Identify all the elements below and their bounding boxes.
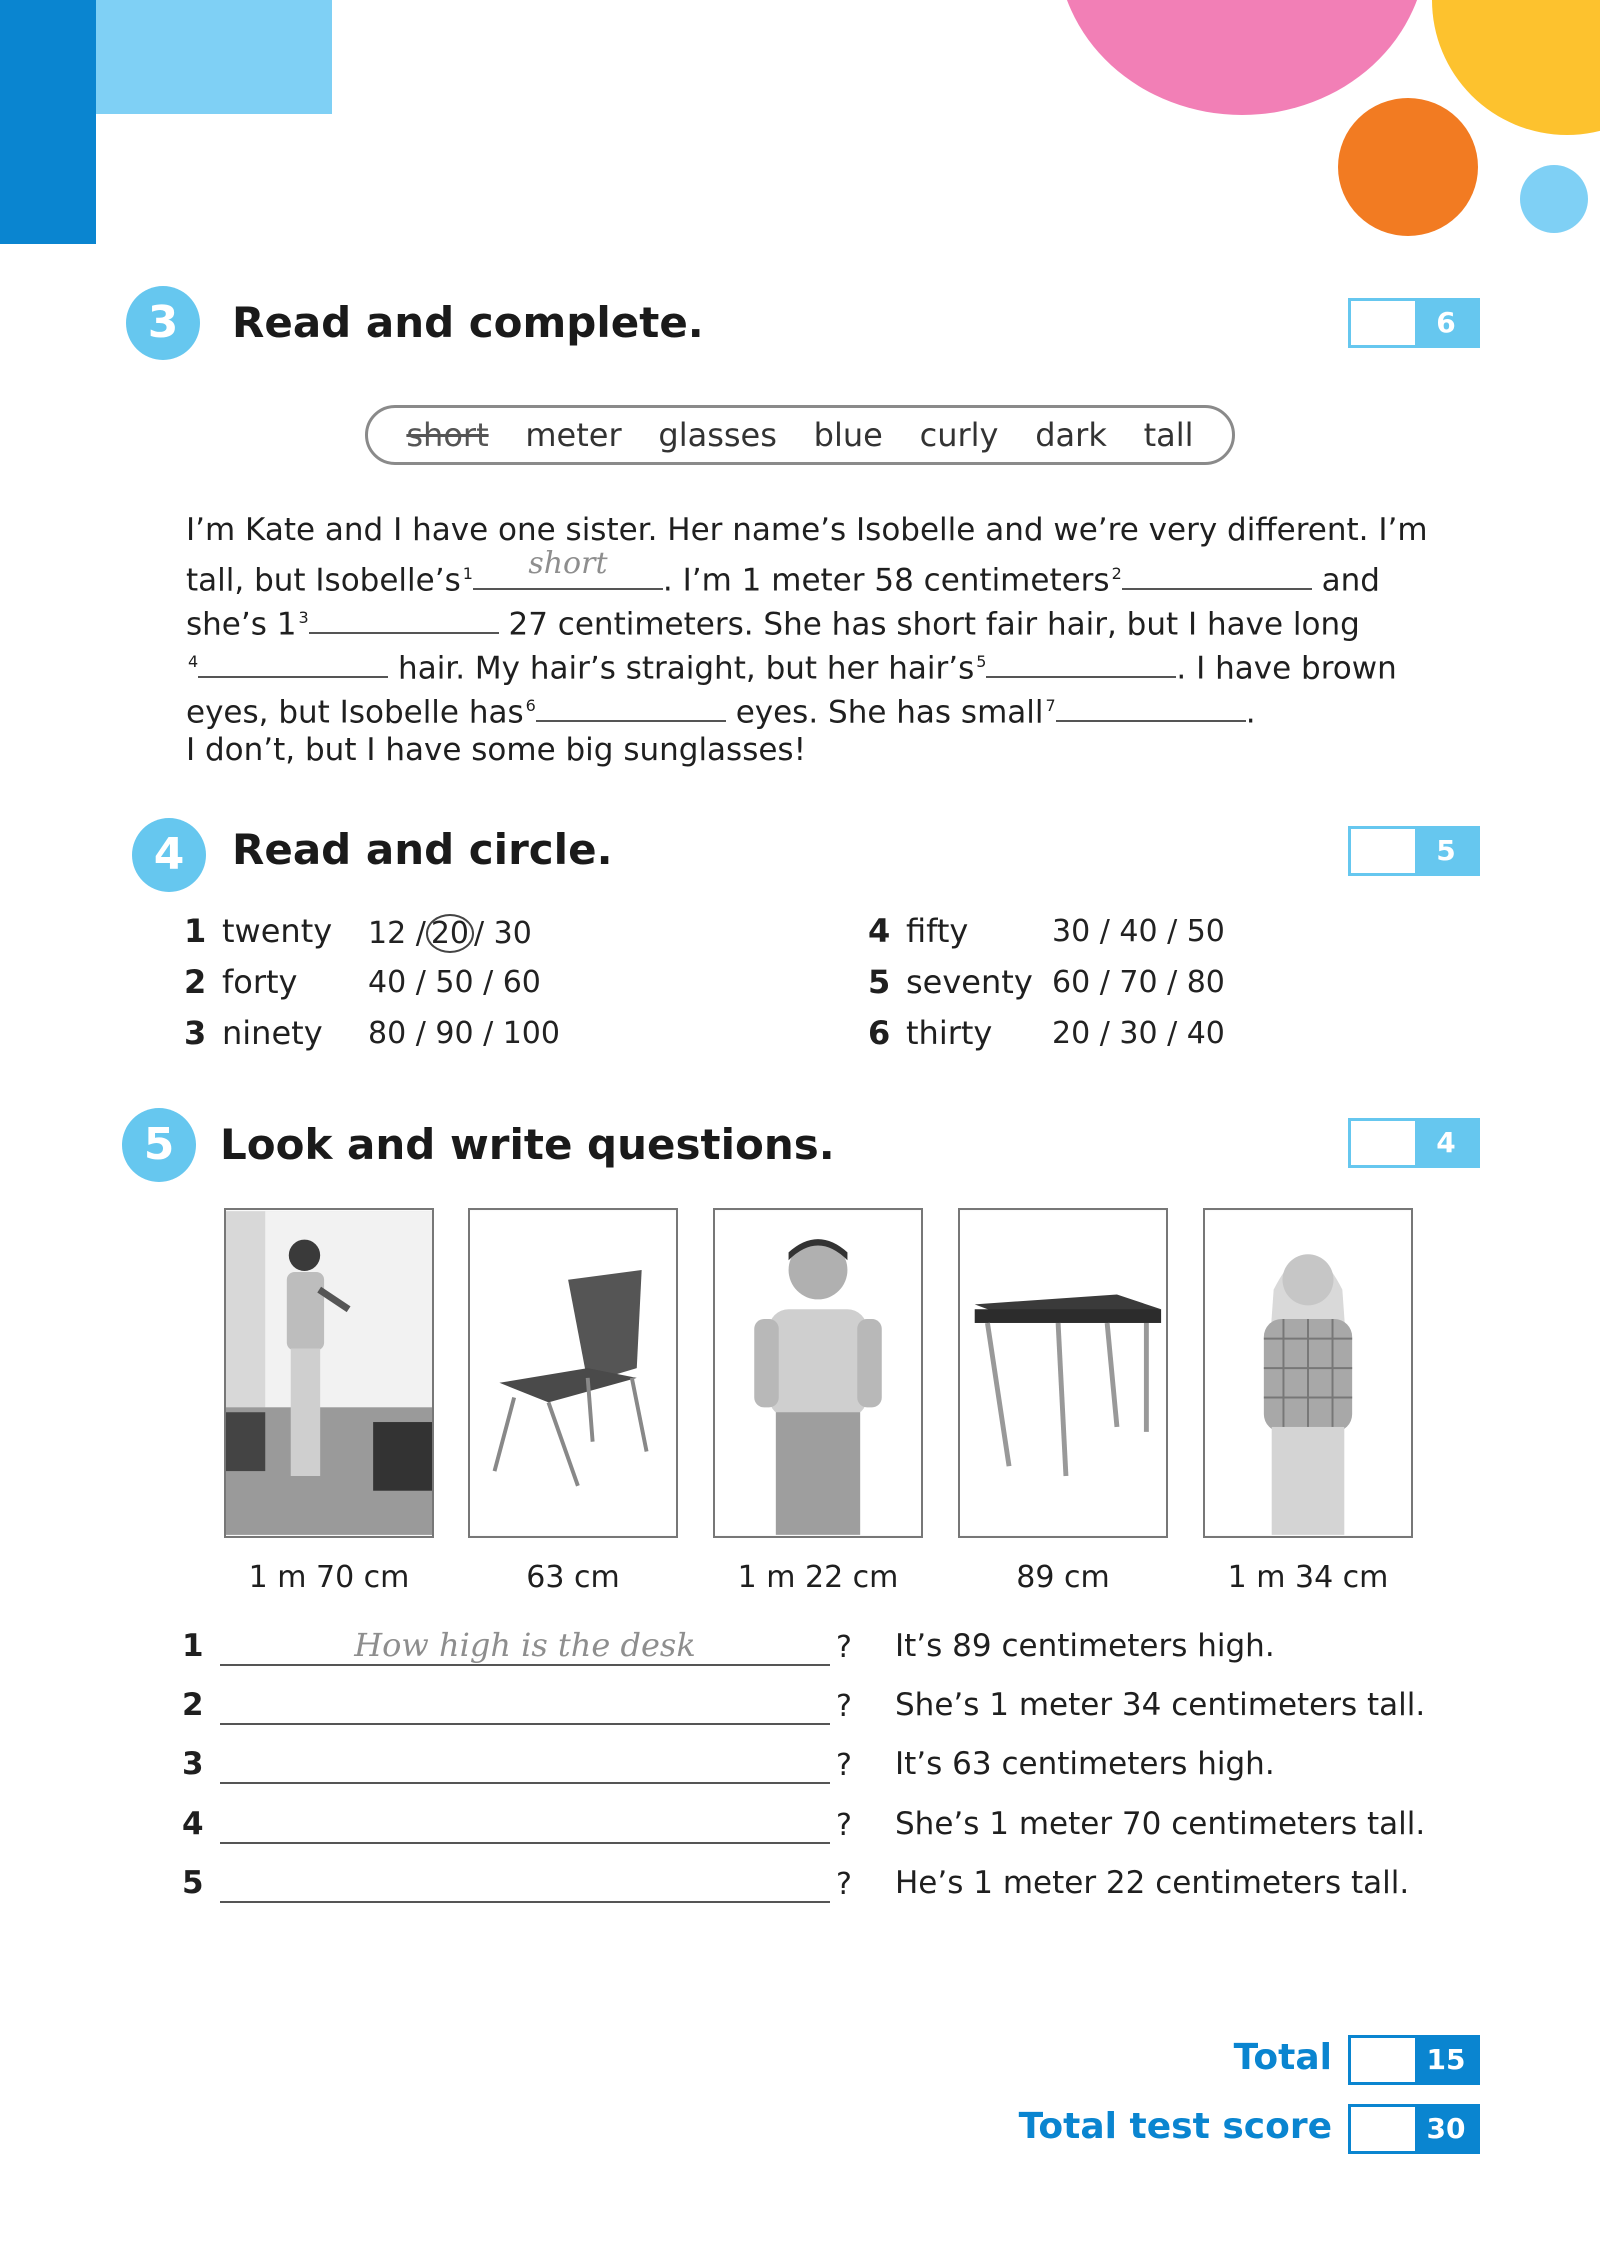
word-bank-item: curly bbox=[919, 416, 999, 454]
circle-item-number: 4 bbox=[868, 912, 891, 950]
section-3-title: Read and complete. bbox=[232, 298, 704, 347]
question-number: 3 bbox=[182, 1746, 204, 1782]
word-bank-item: meter bbox=[525, 416, 622, 454]
question-mark: ? bbox=[836, 1689, 852, 1724]
section-4-number: 4 bbox=[132, 818, 206, 892]
word-bank-item: tall bbox=[1143, 416, 1194, 454]
answer-blank-3[interactable] bbox=[309, 602, 499, 634]
circle-item-options[interactable]: 20 / 30 / 40 bbox=[1052, 1016, 1225, 1051]
section-3-number: 3 bbox=[126, 286, 200, 360]
circle-item-number: 6 bbox=[868, 1014, 891, 1052]
circle-item-options[interactable]: 40 / 50 / 60 bbox=[368, 965, 541, 1000]
circle-item-word: thirty bbox=[906, 1014, 993, 1052]
section-5-title: Look and write questions. bbox=[220, 1120, 835, 1169]
answer-blank-2[interactable] bbox=[1122, 558, 1312, 590]
answer-blank-1[interactable] bbox=[473, 546, 663, 590]
circle-item-options[interactable]: 30 / 40 / 50 bbox=[1052, 914, 1225, 949]
section-5-score-box bbox=[1348, 1118, 1480, 1168]
paragraph-line: eyes, but Isobelle has $^6$ eyes. She has small $^7$ . bbox=[186, 684, 1256, 734]
question-input-line[interactable] bbox=[220, 1624, 830, 1666]
word-bank-item: dark bbox=[1035, 416, 1107, 454]
photo-chair bbox=[468, 1208, 678, 1538]
handwritten-answer: short bbox=[528, 546, 608, 582]
total-test-score-label: Total test score bbox=[1018, 2106, 1332, 2147]
circle-item-word: ninety bbox=[222, 1014, 323, 1052]
word-bank-item: glasses bbox=[658, 416, 777, 454]
boy-illustration bbox=[715, 1210, 921, 1536]
question-number: 1 bbox=[182, 1628, 204, 1664]
answer-blank-5[interactable] bbox=[986, 646, 1176, 678]
section-3-score: 6 bbox=[1415, 301, 1477, 345]
answer-blank-6[interactable] bbox=[536, 690, 726, 722]
question-input-line[interactable] bbox=[220, 1742, 830, 1784]
photo-girl bbox=[1203, 1208, 1413, 1538]
answer-text: She’s 1 meter 34 centimeters tall. bbox=[895, 1687, 1426, 1723]
circle-item-number: 3 bbox=[184, 1014, 207, 1052]
decor-circle-orange bbox=[1338, 98, 1478, 236]
picture-caption: 89 cm bbox=[1016, 1560, 1110, 1595]
circle-item-options[interactable]: 80 / 90 / 100 bbox=[368, 1016, 560, 1051]
circle-item-word: seventy bbox=[906, 963, 1033, 1001]
circle-item-number: 2 bbox=[184, 963, 207, 1001]
paragraph-line: I’m Kate and I have one sister. Her name’s Isobelle and we’re very different. I’m bbox=[186, 512, 1428, 548]
question-mark: ? bbox=[836, 1867, 852, 1902]
circle-item-word: forty bbox=[222, 963, 298, 1001]
total-score-box bbox=[1348, 2035, 1480, 2085]
chair-illustration bbox=[470, 1210, 676, 1536]
section-4-title: Read and circle. bbox=[232, 825, 613, 874]
decor-circle-cyan bbox=[1520, 165, 1588, 233]
photo-girl-at-board bbox=[224, 1208, 434, 1538]
picture-caption: 1 m 34 cm bbox=[1227, 1560, 1389, 1595]
picture-caption: 63 cm bbox=[526, 1560, 620, 1595]
word-bank-item: short bbox=[406, 416, 489, 454]
question-number: 4 bbox=[182, 1806, 204, 1842]
word-bank-item: blue bbox=[813, 416, 883, 454]
paragraph-line: I don’t, but I have some big sunglasses! bbox=[186, 732, 806, 768]
question-mark: ? bbox=[836, 1748, 852, 1783]
answer-blank-7[interactable] bbox=[1056, 690, 1246, 722]
total-test-score-box bbox=[1348, 2104, 1480, 2154]
circle-item-number: 1 bbox=[184, 912, 207, 950]
photo-desk bbox=[958, 1208, 1168, 1538]
circled-answer[interactable]: 20 bbox=[426, 914, 474, 953]
question-number: 2 bbox=[182, 1687, 204, 1723]
paragraph-line: she’s 1 $^3$ 27 centimeters. She has short fair hair, but I have long bbox=[186, 596, 1360, 646]
answer-text: She’s 1 meter 70 centimeters tall. bbox=[895, 1806, 1426, 1842]
total-label: Total bbox=[1233, 2037, 1332, 2078]
question-number: 5 bbox=[182, 1865, 204, 1901]
circle-item-options[interactable]: 60 / 70 / 80 bbox=[1052, 965, 1225, 1000]
corner-block-dark bbox=[0, 0, 96, 244]
section-4-score-box bbox=[1348, 826, 1480, 876]
answer-text: It’s 63 centimeters high. bbox=[895, 1746, 1275, 1782]
decor-circle-yellow bbox=[1432, 0, 1600, 135]
total-test-score: 30 bbox=[1415, 2107, 1477, 2151]
answer-text: He’s 1 meter 22 centimeters tall. bbox=[895, 1865, 1410, 1901]
section-3-score-box bbox=[1348, 298, 1480, 348]
picture-caption: 1 m 70 cm bbox=[248, 1560, 410, 1595]
question-mark: ? bbox=[836, 1630, 852, 1665]
girl-illustration bbox=[1205, 1210, 1411, 1536]
picture-caption: 1 m 22 cm bbox=[737, 1560, 899, 1595]
handwritten-question: How high is the desk bbox=[354, 1626, 696, 1664]
girl-at-board-illustration bbox=[226, 1210, 432, 1536]
answer-text: It’s 89 centimeters high. bbox=[895, 1628, 1275, 1664]
total-score: 15 bbox=[1415, 2038, 1477, 2082]
section-5-score: 4 bbox=[1415, 1121, 1477, 1165]
paragraph-line: tall, but Isobelle’s $^1$ short . I’m 1 meter 58 centimeters $^2$ and bbox=[186, 552, 1380, 602]
question-input-line[interactable] bbox=[220, 1683, 830, 1725]
section-4-score: 5 bbox=[1415, 829, 1477, 873]
question-mark: ? bbox=[836, 1808, 852, 1843]
section-5-number: 5 bbox=[122, 1108, 196, 1182]
question-input-line[interactable] bbox=[220, 1861, 830, 1903]
circle-item-word: twenty bbox=[222, 912, 333, 950]
circle-item-number: 5 bbox=[868, 963, 891, 1001]
circle-item-word: fifty bbox=[906, 912, 969, 950]
answer-blank-4[interactable] bbox=[198, 646, 388, 678]
decor-circle-pink bbox=[1057, 0, 1427, 115]
desk-illustration bbox=[960, 1210, 1166, 1536]
photo-boy bbox=[713, 1208, 923, 1538]
circle-item-options: 12 / 20 / 30 bbox=[368, 916, 532, 951]
word-bank bbox=[365, 405, 1235, 465]
corner-block-light bbox=[96, 0, 332, 114]
paragraph-line: $^4$ hair. My hair’s straight, but her hair’s $^5$ . I have brown bbox=[186, 640, 1397, 690]
question-input-line[interactable] bbox=[220, 1802, 830, 1844]
